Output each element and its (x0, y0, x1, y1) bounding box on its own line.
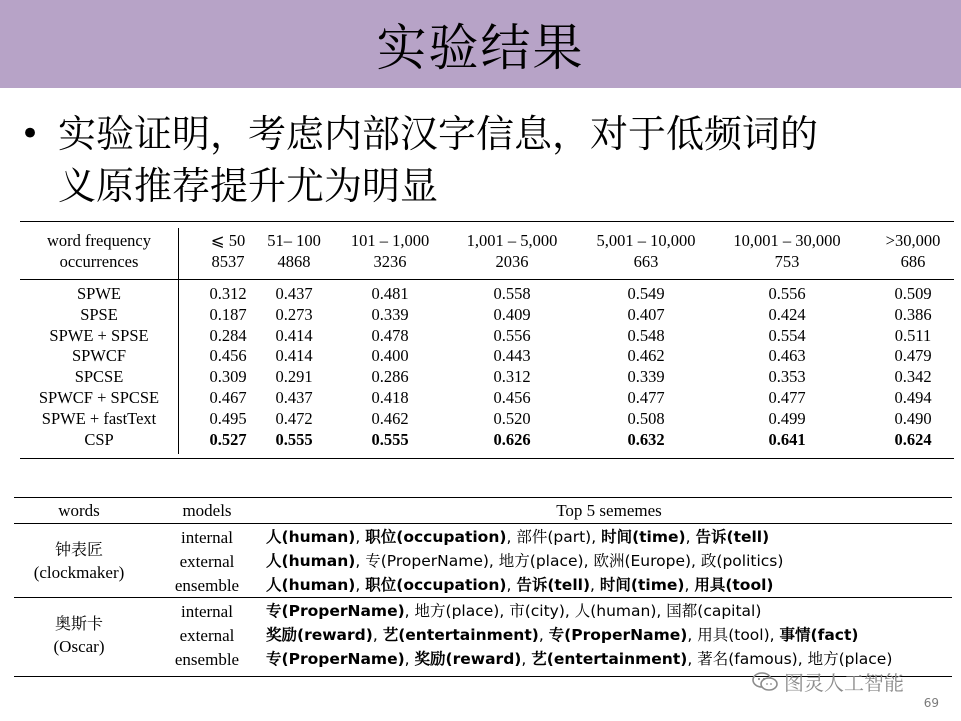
table-cell-value: 0.556 (768, 284, 806, 303)
table-cell-value: 0.499 (768, 408, 806, 428)
sememe-examples-table (14, 497, 952, 677)
sememe-item: 地方(place) (498, 552, 584, 570)
table-cell-value: 0.386 (894, 304, 932, 324)
header-occurrence-count: 753 (774, 252, 800, 271)
sememe-item: 专(ProperName) (365, 552, 489, 570)
header-occurrence-count: 686 (900, 252, 926, 271)
table-cell-value: 0.511 (894, 325, 932, 345)
table-cell-value: 0.284 (209, 325, 247, 345)
row-model-name: SPSE (80, 304, 118, 324)
header-frequency-range: 101 – 1,000 (350, 231, 430, 250)
header-top-sememes: Top 5 sememes (556, 501, 662, 520)
sememe-item: 奖励(reward) (414, 650, 522, 668)
table-cell-value: 0.477 (627, 388, 665, 407)
table-cell-value: 0.478 (371, 325, 409, 345)
table-cell-value: 0.632 (627, 429, 665, 449)
page-number: 69 (923, 696, 939, 710)
table-cell-value: 0.342 (894, 367, 932, 387)
table-cell-value: 0.508 (627, 408, 665, 428)
table-cell-value: 0.556 (493, 325, 531, 345)
sememe-list: 奖励(reward), 艺(entertainment), 专(ProperName), 用具(tool), 事情(fact) (266, 626, 859, 644)
table-cell-value: 0.490 (894, 408, 932, 428)
sememe-item: 艺(entertainment) (531, 650, 688, 668)
table-cell-value: 0.309 (209, 367, 247, 387)
sememe-item: 国都(capital) (666, 602, 762, 620)
header-occurrence-count: 3236 (373, 252, 407, 271)
header-frequency-range: ⩽ 50 (210, 231, 246, 250)
table-cell-value: 0.472 (275, 408, 313, 428)
table-cell-value: 0.407 (627, 304, 665, 324)
group-separator (14, 597, 952, 598)
table-cell-value: 0.409 (493, 304, 531, 324)
sememe-item: 职位(occupation) (365, 576, 507, 594)
row-model-name: SPWCF (71, 346, 127, 366)
model-name: internal (181, 528, 233, 547)
table-cell-value: 0.548 (627, 325, 665, 345)
table-column-separator (178, 228, 179, 454)
table-cell-value: 0.520 (493, 408, 531, 428)
sememe-item: 用具(tool) (694, 576, 774, 594)
table-cell-value: 0.443 (493, 346, 531, 366)
sememe-item: 地方(place) (807, 650, 893, 668)
watermark-text: 图灵人工智能 (784, 671, 904, 695)
header-frequency-range: 1,001 – 5,000 (466, 231, 558, 250)
table-cell-value: 0.462 (371, 408, 409, 428)
sememe-item: 职位(occupation) (365, 528, 507, 546)
sememe-item: 用具(tool) (697, 626, 770, 644)
table-cell-value: 0.641 (768, 429, 806, 449)
header-occurrence-count: 663 (633, 252, 659, 271)
sememe-item: 奖励(reward) (266, 626, 373, 644)
bullet-dot: • (20, 114, 41, 154)
sememe-item: 告诉(tell) (516, 576, 591, 594)
table-cell-value: 0.418 (371, 388, 409, 407)
sememe-item: 告诉(tell) (695, 528, 770, 546)
sememe-item: 专(ProperName) (548, 626, 688, 644)
table-cell-value: 0.424 (768, 304, 806, 324)
bullet-line-2: 义原推荐提升尤为明显 (58, 164, 439, 208)
sememe-item: 艺(entertainment) (382, 626, 539, 644)
wechat-icon (752, 672, 778, 692)
table-cell-value: 0.479 (894, 346, 932, 366)
row-model-name: SPWE + SPSE (49, 325, 149, 345)
table-cell-value: 0.495 (209, 408, 247, 428)
table-cell-value: 0.477 (768, 388, 806, 407)
sememe-item: 市(city) (509, 602, 565, 620)
sememe-item: 时间(time) (599, 576, 685, 594)
model-name: ensemble (174, 650, 240, 669)
bullet-line-1: 实验证明，考虑内部汉字信息，对于低频词的 (58, 112, 819, 156)
table-cell-value: 0.339 (627, 367, 665, 387)
model-name: external (179, 552, 235, 571)
table-cell-value: 0.456 (209, 346, 247, 366)
header-occurrence-count: 2036 (495, 252, 529, 271)
row-model-name: SPWE (76, 284, 121, 303)
model-name: external (179, 626, 235, 645)
sememe-item: 专(ProperName) (266, 650, 405, 668)
slide-title: 实验结果 (376, 19, 585, 77)
sememe-item: 欧洲(Europe) (593, 552, 692, 570)
header-models: models (182, 501, 232, 520)
model-name: internal (181, 602, 233, 621)
sememe-item: 部件(part) (516, 528, 592, 546)
table-cell-value: 0.527 (209, 429, 247, 449)
model-name: ensemble (174, 576, 240, 595)
table-cell-value: 0.555 (371, 429, 409, 449)
example-word-english: (clockmaker) (33, 563, 125, 582)
table-cell-value: 0.555 (275, 429, 313, 449)
table-cell-value: 0.437 (275, 284, 313, 303)
table-cell-value: 0.509 (894, 284, 932, 303)
table-cell-value: 0.286 (371, 367, 409, 387)
sememe-list: 专(ProperName), 奖励(reward), 艺(entertainment), 著名(famous), 地方(place) (266, 650, 893, 668)
header-words: words (58, 501, 100, 520)
sememe-item: 人(human) (266, 576, 356, 594)
sememe-list: 人(human), 职位(occupation), 部件(part), 时间(time), 告诉(tell) (266, 528, 770, 546)
table-cell-value: 0.414 (275, 346, 313, 366)
header-frequency-range: 51– 100 (267, 231, 321, 250)
table-cell-value: 0.624 (894, 429, 932, 449)
sememe-item: 人(human) (266, 552, 356, 570)
table-cell-value: 0.494 (894, 388, 932, 407)
sememe-list: 专(ProperName), 地方(place), 市(city), 人(human), 国都(capital) (266, 602, 762, 620)
header-occurrences: occurrences (59, 252, 139, 271)
table-header-separator (20, 279, 954, 280)
header-frequency-range: 10,001 – 30,000 (733, 231, 841, 250)
sememe-item: 时间(time) (601, 528, 686, 546)
header-frequency-range: 5,001 – 10,000 (596, 231, 696, 250)
table-cell-value: 0.462 (627, 346, 665, 366)
header-frequency-range: >30,000 (885, 231, 941, 250)
header-occurrence-count: 4868 (277, 252, 311, 271)
example-word: 钟表匠 (54, 540, 103, 559)
sememe-item: 人(human) (266, 528, 356, 546)
sememe-list: 人(human), 职位(occupation), 告诉(tell), 时间(time), 用具(tool) (266, 576, 774, 594)
table-cell-value: 0.626 (493, 429, 531, 449)
table-cell-value: 0.549 (627, 284, 665, 303)
sememe-item: 专(ProperName) (266, 602, 405, 620)
table-cell-value: 0.437 (275, 388, 313, 407)
table-cell-value: 0.463 (768, 346, 806, 366)
table-cell-value: 0.273 (275, 304, 313, 324)
sememe-list: 人(human), 专(ProperName), 地方(place), 欧洲(Europe), 政(politics) (266, 552, 784, 570)
table-cell-value: 0.187 (209, 304, 247, 324)
table-cell-value: 0.456 (493, 388, 531, 407)
table-cell-value: 0.554 (768, 325, 806, 345)
table-cell-value: 0.400 (371, 346, 409, 366)
table-cell-value: 0.339 (371, 304, 409, 324)
example-word-english: (Oscar) (53, 637, 105, 656)
row-model-name: CSP (84, 429, 114, 449)
table-header-separator (14, 523, 952, 524)
row-model-name: SPWCF + SPCSE (38, 388, 160, 407)
header-word-frequency: word frequency (47, 231, 151, 250)
table-cell-value: 0.414 (275, 325, 313, 345)
table-cell-value: 0.312 (209, 284, 247, 303)
sememe-item: 地方(place) (414, 602, 500, 620)
table-cell-value: 0.481 (371, 284, 409, 303)
header-occurrence-count: 8537 (211, 252, 245, 271)
table-cell-value: 0.467 (209, 388, 247, 407)
table-cell-value: 0.558 (493, 284, 531, 303)
sememe-item: 人(human) (574, 602, 657, 620)
sememe-item: 事情(fact) (779, 626, 859, 644)
sememe-item: 政(politics) (700, 552, 784, 570)
example-word: 奥斯卡 (54, 614, 103, 633)
table-cell-value: 0.291 (275, 367, 313, 387)
sememe-item: 著名(famous) (697, 650, 798, 668)
row-model-name: SPWE + fastText (41, 408, 157, 428)
row-model-name: SPCSE (74, 367, 124, 387)
frequency-results-table (20, 221, 954, 459)
table-cell-value: 0.353 (768, 367, 806, 387)
watermark (752, 667, 904, 696)
table-cell-value: 0.312 (493, 367, 531, 387)
